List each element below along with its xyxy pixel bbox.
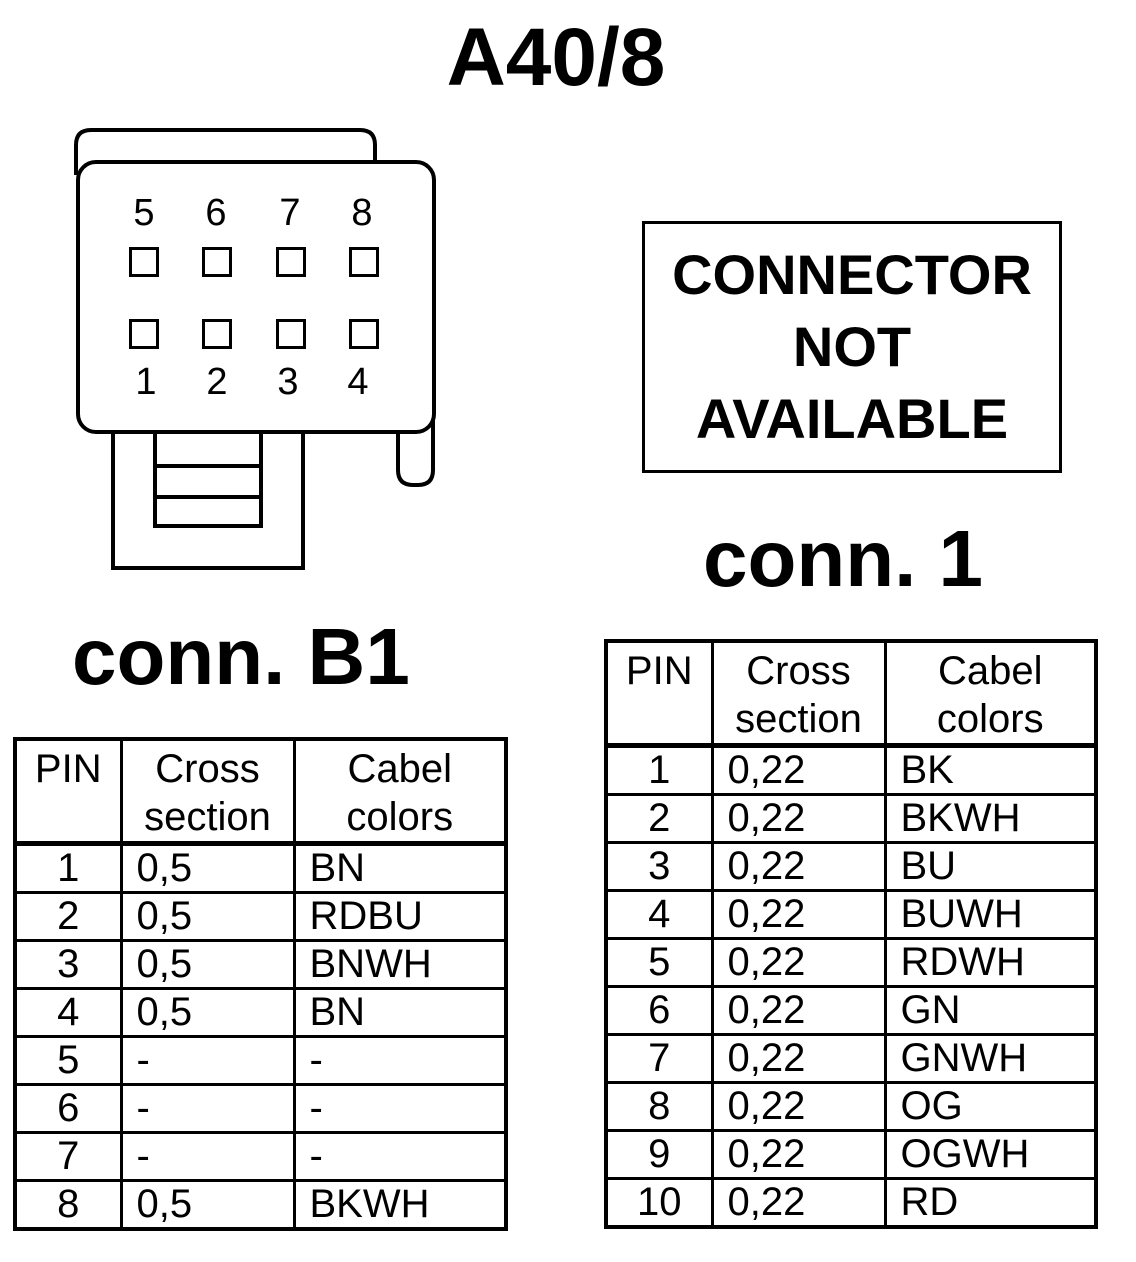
cable-color-cell: RDWH <box>885 939 1096 987</box>
cable-color-cell: BNWH <box>294 941 506 989</box>
pin-cell: 7 <box>606 1035 712 1083</box>
cable-color-cell: GNWH <box>885 1035 1096 1083</box>
header-colors-line2: colors <box>346 795 454 839</box>
cable-color-cell: RD <box>885 1179 1096 1228</box>
pin-cell: 6 <box>606 987 712 1035</box>
table-row <box>606 1035 1096 1083</box>
header-pin <box>606 641 712 746</box>
cross-section-cell: - <box>121 1085 294 1133</box>
table-row <box>606 843 1096 891</box>
connector-drawing <box>0 0 460 590</box>
cable-color-cell: BUWH <box>885 891 1096 939</box>
pin-cell: 8 <box>606 1083 712 1131</box>
table-row <box>15 893 506 941</box>
pin-socket-1 <box>129 319 159 349</box>
pin-number-3: 3 <box>277 361 299 403</box>
pin-number-1: 1 <box>135 361 157 403</box>
table-row <box>606 1083 1096 1131</box>
cable-color-cell: BKWH <box>885 795 1096 843</box>
header-cross-line1: Cross <box>746 649 851 693</box>
pin-socket-3 <box>276 319 306 349</box>
pin-cell: 9 <box>606 1131 712 1179</box>
pin-cell: 1 <box>606 746 712 795</box>
pin-cell: 5 <box>15 1037 121 1085</box>
header-cross-line2: section <box>735 697 862 741</box>
pin-cell: 5 <box>606 939 712 987</box>
cable-color-cell: - <box>294 1133 506 1181</box>
pin-number-7: 7 <box>279 192 301 234</box>
not-available-line-2: NOT <box>792 315 912 378</box>
pin-number-2: 2 <box>206 361 228 403</box>
cable-color-cell: BK <box>885 746 1096 795</box>
cross-section-cell: 0,5 <box>121 844 294 893</box>
table-row <box>15 989 506 1037</box>
not-available-line-1: CONNECTOR <box>672 243 1032 306</box>
table-row <box>15 1085 506 1133</box>
pin-cell: 3 <box>15 941 121 989</box>
pin-cell: 4 <box>606 891 712 939</box>
cross-section-cell: 0,22 <box>712 987 885 1035</box>
connector-grip <box>155 432 261 526</box>
header-cross-section <box>712 641 885 746</box>
header-cable-colors <box>294 739 506 844</box>
left-table-body <box>15 844 506 1230</box>
cable-color-cell: RDBU <box>294 893 506 941</box>
pin-socket-2 <box>202 319 232 349</box>
cross-section-cell: 0,22 <box>712 1083 885 1131</box>
cross-section-cell: 0,5 <box>121 1181 294 1230</box>
table-row <box>15 1133 506 1181</box>
cable-color-cell: BN <box>294 989 506 1037</box>
cross-section-cell: 0,22 <box>712 746 885 795</box>
right-pin-table <box>604 639 1098 1229</box>
table-row <box>606 987 1096 1035</box>
pin-socket-6 <box>202 247 232 277</box>
connector-not-available-box <box>642 221 1062 473</box>
cross-section-cell: 0,5 <box>121 893 294 941</box>
table-row <box>15 941 506 989</box>
header-pin-text: PIN <box>34 747 102 791</box>
left-pin-table <box>13 737 508 1231</box>
pin-number-8: 8 <box>351 192 373 234</box>
cross-section-cell: 0,22 <box>712 939 885 987</box>
cross-section-cell: 0,22 <box>712 1035 885 1083</box>
table-row <box>606 1179 1096 1228</box>
pin-number-6: 6 <box>205 192 227 234</box>
table-row <box>606 939 1096 987</box>
table-row <box>15 1037 506 1085</box>
right-connector-label: conn. 1 <box>703 514 984 603</box>
header-pin-text: PIN <box>625 649 693 693</box>
cable-color-cell: - <box>294 1037 506 1085</box>
pin-cell: 4 <box>15 989 121 1037</box>
cable-color-cell: OG <box>885 1083 1096 1131</box>
cable-color-cell: BU <box>885 843 1096 891</box>
table-row <box>606 795 1096 843</box>
cable-color-cell: OGWH <box>885 1131 1096 1179</box>
cross-section-cell: 0,22 <box>712 1131 885 1179</box>
pin-cell: 2 <box>15 893 121 941</box>
header-cross-section <box>121 739 294 844</box>
pin-cell: 7 <box>15 1133 121 1181</box>
pin-number-4: 4 <box>347 361 369 403</box>
header-cross-line2: section <box>144 795 271 839</box>
pin-socket-5 <box>129 247 159 277</box>
table-header-row <box>606 641 1096 746</box>
table-row <box>15 844 506 893</box>
header-colors-line2: colors <box>936 697 1044 741</box>
pin-cell: 2 <box>606 795 712 843</box>
cross-section-cell: 0,22 <box>712 1179 885 1228</box>
header-colors-line1: Cabel <box>937 649 1043 693</box>
cross-section-cell: 0,22 <box>712 891 885 939</box>
cable-color-cell: - <box>294 1085 506 1133</box>
pin-cell: 6 <box>15 1085 121 1133</box>
cable-color-cell: GN <box>885 987 1096 1035</box>
cross-section-cell: 0,5 <box>121 989 294 1037</box>
header-cable-colors <box>885 641 1096 746</box>
pin-socket-7 <box>276 247 306 277</box>
not-available-line-3: AVAILABLE <box>695 387 1009 450</box>
header-cross-line1: Cross <box>155 747 260 791</box>
cross-section-cell: 0,5 <box>121 941 294 989</box>
pin-cell: 10 <box>606 1179 712 1228</box>
left-connector-label: conn. B1 <box>72 612 410 701</box>
table-row <box>606 1131 1096 1179</box>
pin-socket-4 <box>349 319 379 349</box>
cross-section-cell: - <box>121 1133 294 1181</box>
table-row <box>606 746 1096 795</box>
cross-section-cell: - <box>121 1037 294 1085</box>
pin-cell: 8 <box>15 1181 121 1230</box>
pin-number-5: 5 <box>133 192 155 234</box>
header-colors-line1: Cabel <box>347 747 452 791</box>
cable-color-cell: BKWH <box>294 1181 506 1230</box>
table-header-row <box>15 739 506 844</box>
pin-cell: 1 <box>15 844 121 893</box>
table-row <box>606 891 1096 939</box>
table-row <box>15 1181 506 1230</box>
pin-cell: 3 <box>606 843 712 891</box>
diagram-title: A40/8 <box>446 12 666 103</box>
right-table-body <box>606 746 1096 1228</box>
cross-section-cell: 0,22 <box>712 795 885 843</box>
cross-section-cell: 0,22 <box>712 843 885 891</box>
header-pin <box>15 739 121 844</box>
pin-socket-8 <box>349 247 379 277</box>
cable-color-cell: BN <box>294 844 506 893</box>
